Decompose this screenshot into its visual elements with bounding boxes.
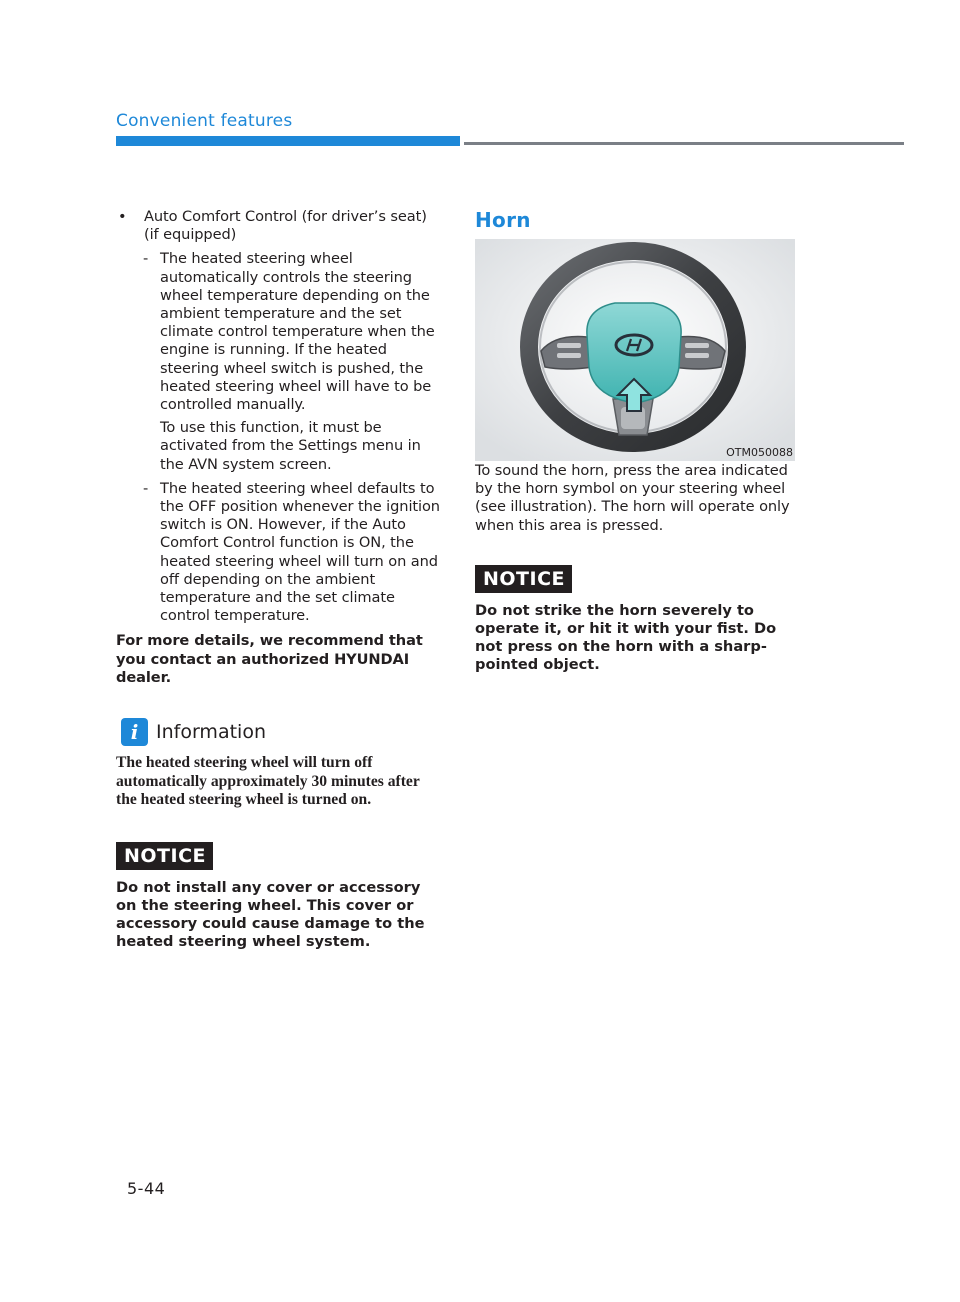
dash-text: The heated steering wheel automatically controls the steering wheel temperature depending on the ambient temperature and the set climate control temperature when the engine is running. If the heated steering wheel switch is pushed, the heated steering wheel will have to be controlled manually. xyxy=(160,250,435,414)
header-bar-grey xyxy=(464,142,904,145)
bullet-item xyxy=(116,208,442,244)
info-text: The heated steering wheel will turn off automatically approximately 30 minutes after the heated steering wheel is turned on. xyxy=(116,754,420,809)
info-title: Information xyxy=(156,721,266,744)
info-header xyxy=(116,717,442,747)
info-icon: i xyxy=(121,718,148,746)
dealer-note: For more details, we recommend that you contact an authorized HYUNDAI dealer. xyxy=(116,632,423,686)
steering-wheel-figure xyxy=(475,239,795,461)
horn-body: To sound the horn, press the area indicated by the horn symbol on your steering wheel (see illustration). The horn will operate only when this area is pressed. xyxy=(475,462,790,534)
notice-text: Do not install any cover or accessory on the steering wheel. This cover or accessory could cause damage to the heated steering wheel system. xyxy=(116,878,425,951)
left-column xyxy=(116,208,442,951)
dash-text: The heated steering wheel defaults to the OFF position whenever the ignition switch is ON. However, if the Auto Comfort Control function is ON, the heated steering wheel will turn on and off depending on the ambient temperature and the set climate control temperature. xyxy=(160,479,440,625)
notice-badge: NOTICE xyxy=(116,842,213,870)
header-bar-blue xyxy=(116,136,460,146)
notice-text: Do not strike the horn severely to operate it, or hit it with your fist. Do not press on the horn with a sharp-pointed object. xyxy=(475,601,777,674)
section-title: Convenient features xyxy=(116,111,293,131)
figure-code: OTM050088 xyxy=(726,446,793,459)
right-column xyxy=(475,208,797,675)
dash-mark: - xyxy=(143,250,149,268)
horn-title: Horn xyxy=(475,208,531,232)
dash-mark: - xyxy=(143,479,149,497)
steering-wheel-illustration xyxy=(475,239,795,461)
dash-item xyxy=(143,480,442,626)
bullet-text: Auto Comfort Control (for driver’s seat) (if equipped) xyxy=(144,208,427,244)
dash-item xyxy=(143,250,442,414)
page-number: 5-44 xyxy=(127,1179,166,1198)
dash-followup: To use this function, it must be activated from the Settings menu in the AVN system screen. xyxy=(160,419,421,473)
notice-badge: NOTICE xyxy=(475,565,572,593)
bullet-mark: • xyxy=(118,208,127,225)
